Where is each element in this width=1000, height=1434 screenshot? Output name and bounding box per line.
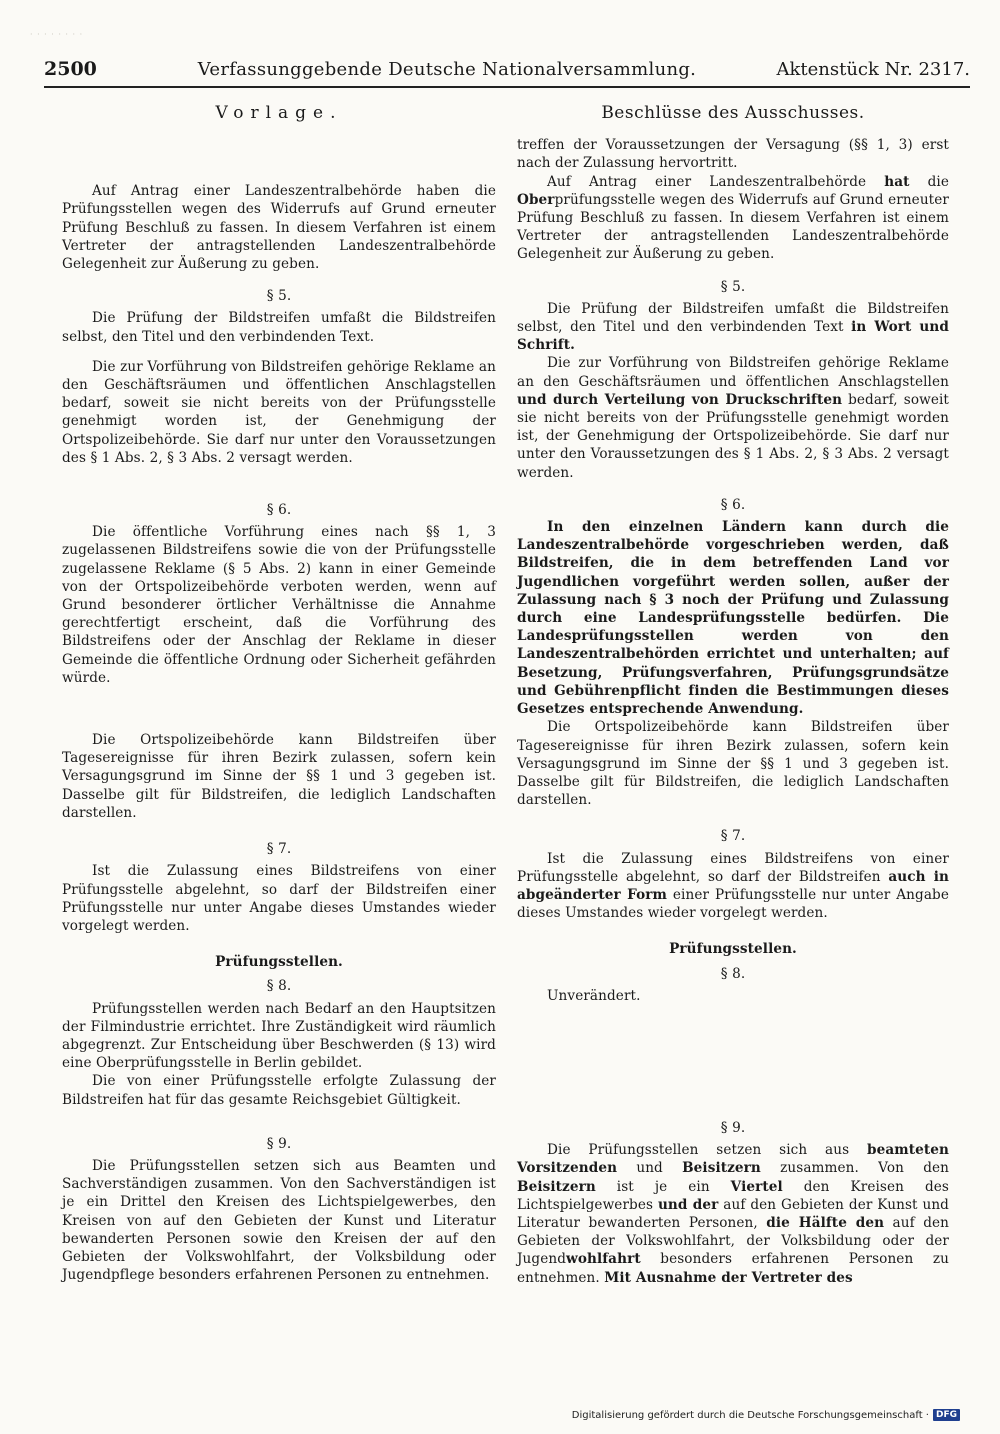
right-section-7: § 7. [720,828,746,845]
left-intro-paragraph: Auf Antrag einer Landeszentralbehörde haben die Prüfungsstellen wegen des Widerrufs auf Grund erneuter Prüfung Beschluß zu fassen. In diesem Verfahren ist einem Vertreter der antragstellenden Landeszentralbehörde Gelegenheit zur Äußerung zu geben. [62,183,496,273]
scan-artifact: · · · · · · · · [30,30,84,39]
left-paragraph-8a: Prüfungsstellen werden nach Bedarf an den Hauptsitzen der Filmindustrie errichtet. Ihre Zuständigkeit wird räumlich abgegrenzt. Zur Entscheidung über Beschwerden (§ 13) wird eine Oberprüfungsstelle in Berlin gebildet. [62,1000,496,1072]
dfg-logo: DFG [933,1409,960,1421]
left-subheading: Prüfungsstellen. [215,954,343,971]
left-section-8: § 8. [266,978,292,995]
left-paragraph-5a: Die Prüfung der Bildstreifen umfaßt die Bildstreifen selbst, den Titel und den verbindenden Text. [62,310,496,345]
right-paragraph-9: Die Prüfungsstellen setzen sich aus beamteten Vorsitzenden und Beisitzern zusammen. Von den Beisitzern ist je ein Viertel den Kreisen des Lichtspielgewerbes und der auf den Gebieten der Kunst und Literatur bewanderten Personen, die Hälfte den auf den Gebieten der Volkswohlfahrt, der Volksbildung oder der Jugendwohlfahrt besonders erfahrenen Personen zu entnehmen. Mit Ausnahme der Vertreter des [517,1142,949,1286]
left-section-7: § 7. [266,841,292,858]
right-intro-paragraph: Auf Antrag einer Landeszentralbehörde hat die Oberprüfungsstelle wegen des Widerrufs auf Grund erneuter Prüfung Beschluß zu fassen. In diesem Verfahren ist einem Vertreter der antragstellenden Landeszentralbehörde Gelegenheit zur Äußerung zu geben. [517,173,949,263]
left-section-5: § 5. [266,288,292,305]
left-paragraph-8b: Die von einer Prüfungsstelle erfolgte Zulassung der Bildstreifen hat für das gesamte Reichsgebiet Gültigkeit. [62,1073,496,1108]
left-paragraph-5b: Die zur Vorführung von Bildstreifen gehörige Reklame an den Geschäftsräumen und öffentlichen Anschlagstellen bedarf, soweit sie nicht bereits von der Prüfungsstelle genehmigt worden ist, der Genehmigung der Ortspolizeibehörde. Sie darf nur unter den Voraussetzungen des § 1 Abs. 2, § 3 Abs. 2 versagt werden. [62,358,496,466]
left-paragraph-7: Ist die Zulassung eines Bildstreifens von einer Prüfungsstelle abgelehnt, so darf der Bildstreifen einer Prüfungsstelle nur unter Angabe dieses Umstandes wieder vorgelegt werden. [62,863,496,934]
right-section-5: § 5. [720,278,746,295]
right-paragraph-5a: Die Prüfung der Bildstreifen umfaßt die Bildstreifen selbst, den Titel und den verbindenden Text in Wort und Schrift. [517,300,949,354]
right-top-paragraph: treffen der Voraussetzungen der Versagung (§§ 1, 3) erst nach der Zulassung hervortritt. [517,137,949,172]
left-paragraph-6a: Die öffentliche Vorführung eines nach §§ 1, 3 zugelassenen Bildstreifens sowie die von der Prüfungsstelle zugelassene Reklame (§ 5 Abs. 2) kann in einer Gemeinde von der Ortspolizeibehörde verboten werden, wenn auf Grund besonderer örtlicher Verhältnisse die Annahme gerechtfertigt erscheint, daß die Vorführung des Bildstreifens oder der Anschlag der Reklame in dieser Gemeinde die öffentliche Ordnung oder Sicherheit gefährden würde. [62,524,496,686]
right-section-6: § 6. [720,496,746,513]
left-column-heading: Vorlage. [215,103,343,123]
page-number: 2500 [44,58,97,80]
right-paragraph-5b: Die zur Vorführung von Bildstreifen gehörige Reklame an den Geschäftsräumen und öffentlichen Anschlagstellen und durch Verteilung von Druckschriften bedarf, soweit sie nicht bereits von der Prüfungsstelle genehmigt worden ist, der Genehmigung der Ortspolizeibehörde. Sie darf nur unter den Voraussetzungen des § 1 Abs. 2, § 3 Abs. 2 versagt werden. [517,355,949,481]
left-section-9: § 9. [266,1135,292,1152]
page-header [44,58,970,88]
right-paragraph-6a: In den einzelnen Ländern kann durch die Landeszentralbehörde vorgeschrieben werden, daß Bildstreifen, die in dem betreffenden Land vor Jugendlichen vorgeführt werden sollen, außer der Zulassung nach § 3 noch der Prüfung und Zulassung durch eine Landesprüfungsstelle bedürfen. Die Landesprüfungsstellen werden von den Landeszentralbehörden errichtet und unterhalten; auf Besetzung, Prüfungsverfahren, Prüfungsgrundsätze und Gebührenpflicht finden die Bestimmungen dieses Gesetzes entsprechende Anwendung. [517,519,949,718]
footer-credit [572,1409,960,1421]
left-column [62,104,496,1284]
right-paragraph-8: Unverändert. [547,987,641,1004]
left-paragraph-6b: Die Ortspolizeibehörde kann Bildstreifen über Tagesereignisse für ihren Bezirk zulassen, sofern kein Versagungsgrund im Sinne der §§ 1 und 3 gegeben ist. Dasselbe gilt für Bildstreifen, die lediglich Landschaften darstellen. [62,732,496,821]
right-section-9: § 9. [720,1119,746,1136]
right-subheading: Prüfungsstellen. [669,941,797,958]
header-title: Verfassunggebende Deutsche Nationalversammlung. [197,59,697,80]
right-paragraph-6b: Die Ortspolizeibehörde kann Bildstreifen über Tagesereignisse für ihren Bezirk zulassen, sofern kein Versagungsgrund im Sinne der §§ 1 und 3 gegeben ist. Dasselbe gilt für Bildstreifen, die lediglich Landschaften darstellen. [517,719,949,809]
right-section-8: § 8. [720,965,746,982]
left-paragraph-9: Die Prüfungsstellen setzen sich aus Beamten und Sachverständigen zusammen. Von den Sachverständigen ist je ein Drittel den Kreisen des Lichtspielgewerbes, den Kreisen von auf den Gebieten der Kunst und Literatur bewanderten Personen sowie den Kreisen der auf den Gebieten der Volkswohlfahrt, der Volksbildung oder Jugendpflege besonders erfahrenen Personen zu entnehmen. [62,1157,496,1284]
document-label: Aktenstück Nr. 2317. [776,59,970,80]
right-column [517,104,949,1287]
left-section-6: § 6. [266,502,292,519]
right-paragraph-7: Ist die Zulassung eines Bildstreifens von einer Prüfungsstelle abgelehnt, so darf der Bildstreifen auch in abgeänderter Form einer Prüfungsstelle nur unter Angabe dieses Umstandes wieder vorgelegt werden. [517,850,949,922]
footer-text: Digitalisierung gefördert durch die Deutsche Forschungsgemeinschaft · [571,1409,929,1421]
right-column-heading: Beschlüsse des Ausschusses. [601,103,865,123]
